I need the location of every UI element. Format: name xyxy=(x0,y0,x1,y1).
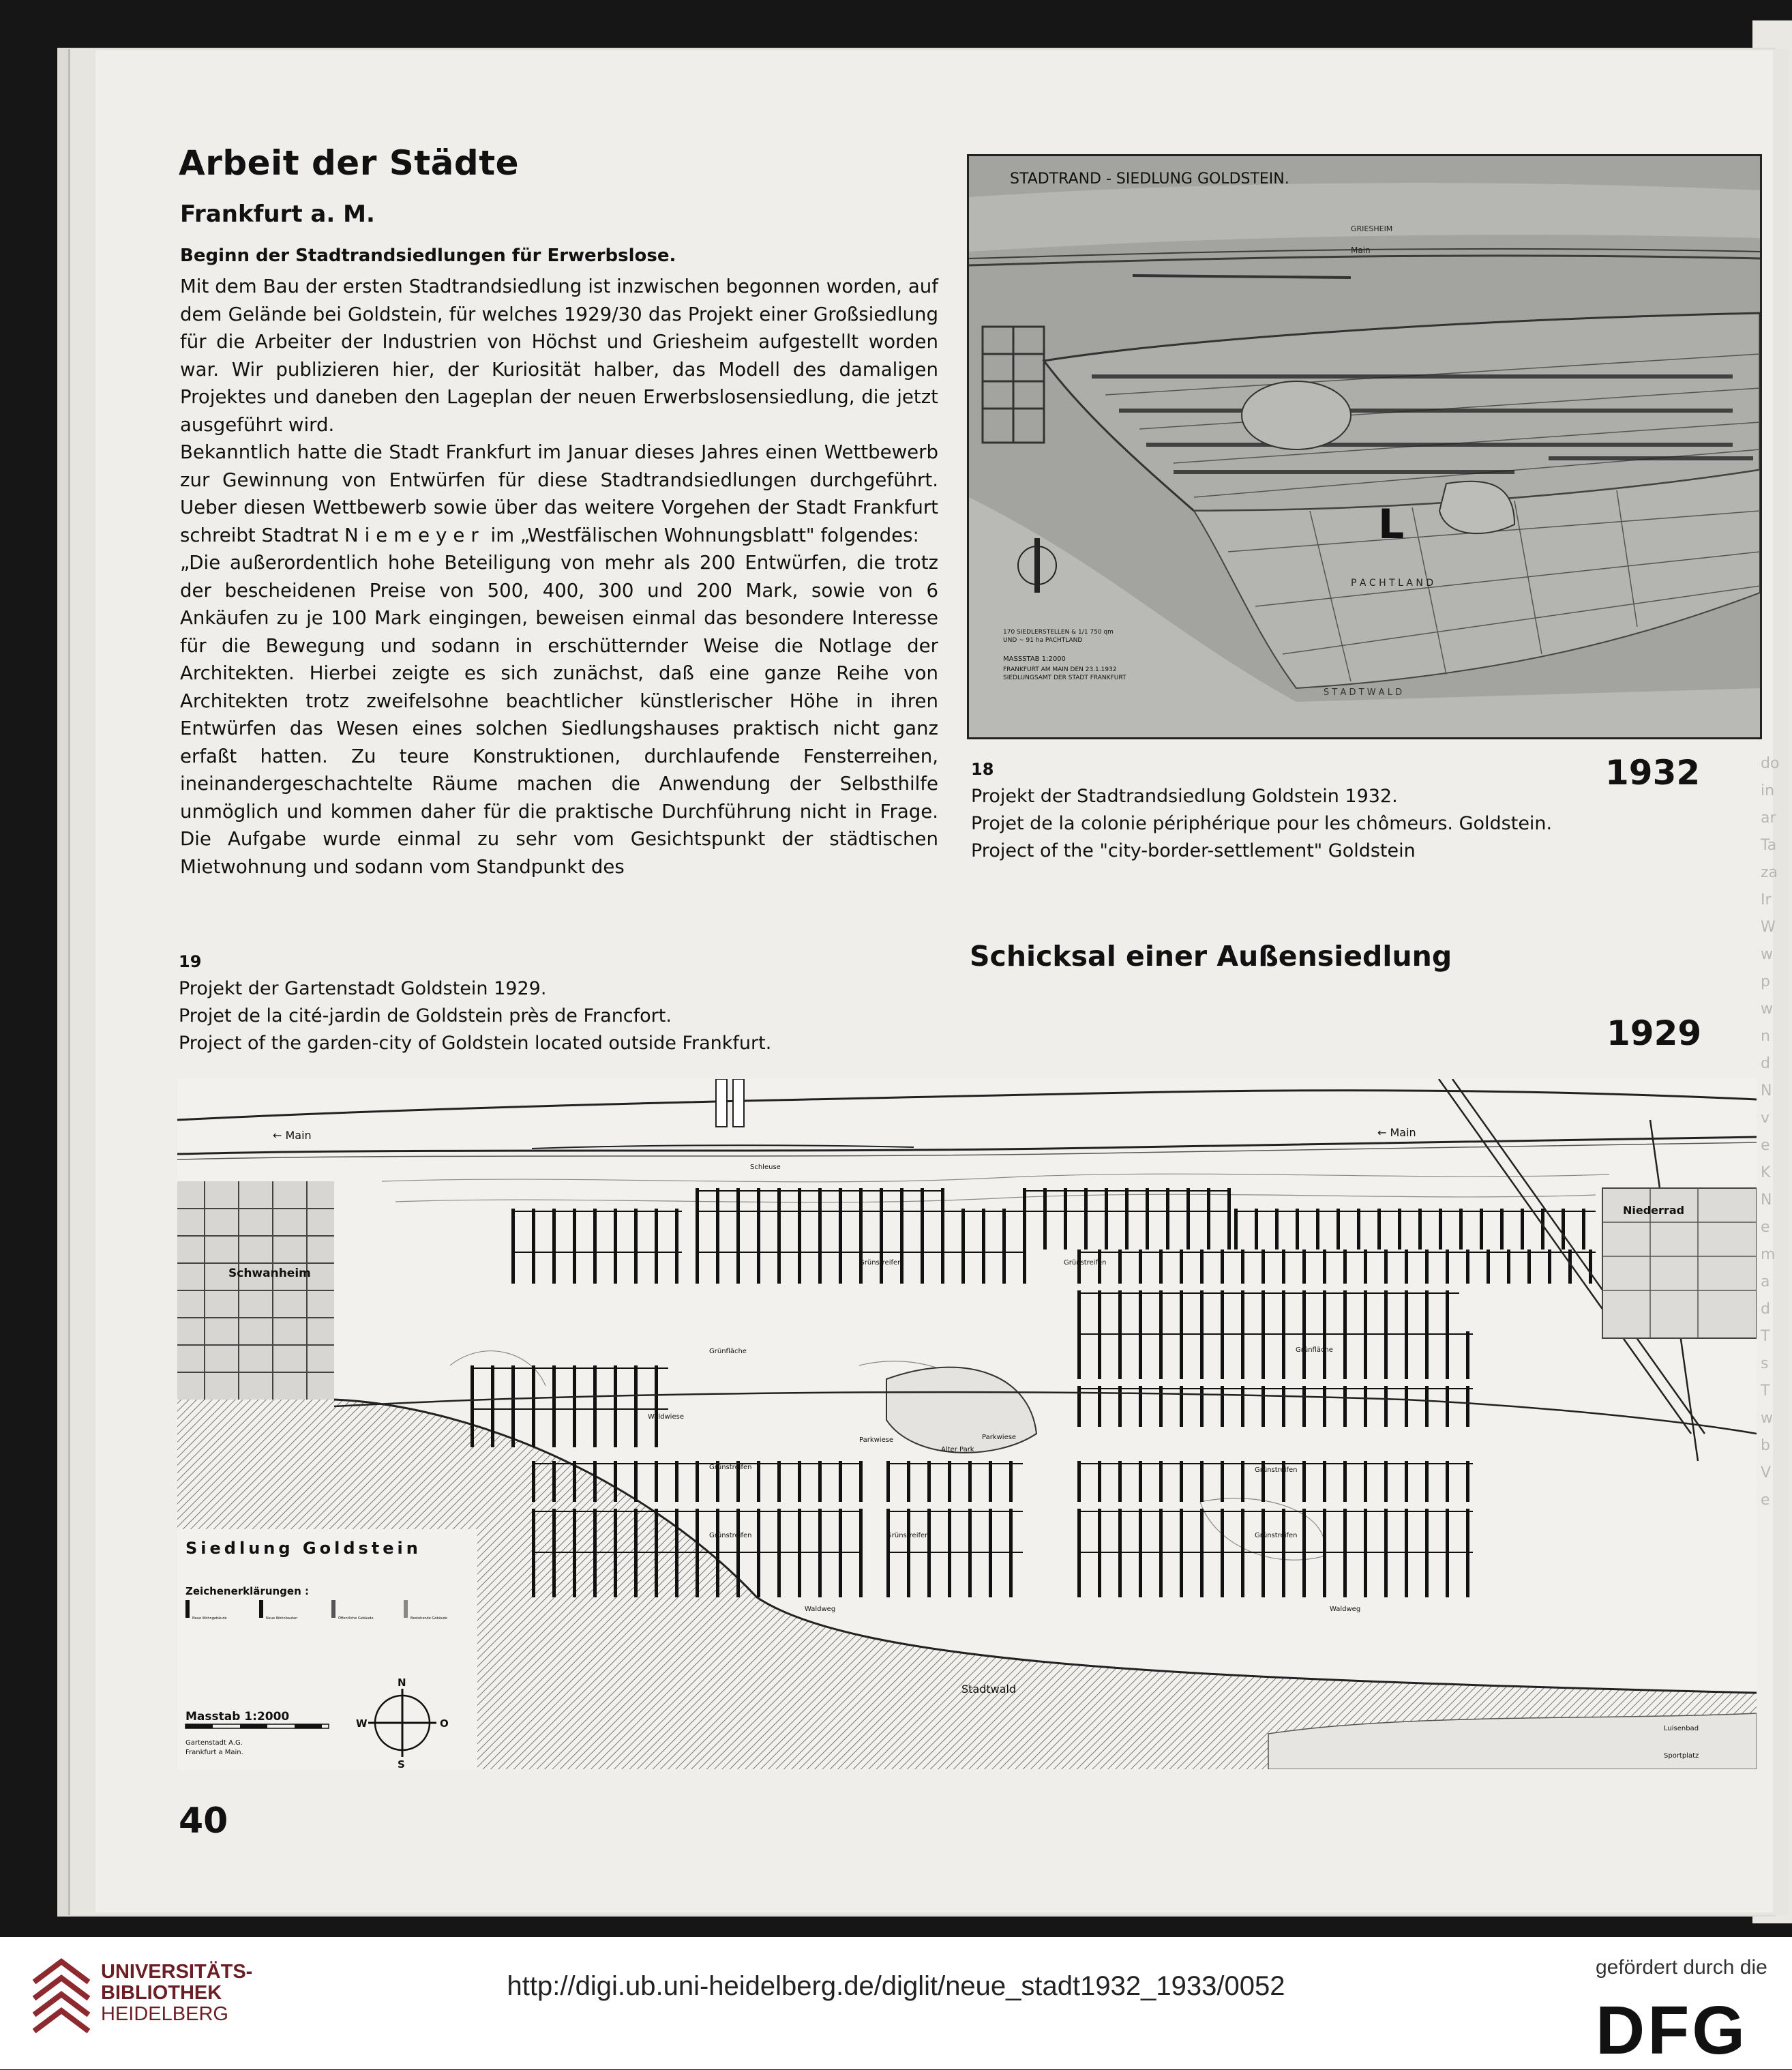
plan-1929-legend-title: Zeichenerklärungen : xyxy=(185,1585,309,1597)
plan-1932-griesheim-label: GRIESHEIM xyxy=(1351,224,1393,233)
plan-1929-gruenstreifen-label-low-mid: Grünstreifen xyxy=(886,1532,929,1539)
figure-19-number: 19 xyxy=(179,952,202,971)
figure-18-captions xyxy=(971,783,1552,865)
figure-18-number: 18 xyxy=(971,760,994,779)
plan-1929-main-label-right: ← Main xyxy=(1377,1126,1416,1139)
plan-1929-gruenstreifen-label-low-right: Grünstreifen xyxy=(1255,1532,1298,1539)
figure-19-captions xyxy=(179,975,771,1057)
plan-1929-gruenstreifen-label-mid-right: Grünstreifen xyxy=(1255,1466,1298,1474)
paragraph-2 xyxy=(180,439,938,549)
plan-1929-gruenflaeche-label-right: Grünfläche xyxy=(1296,1346,1333,1354)
figure-19-caption-en: Project of the garden-city of Goldstein located outside Frankfurt. xyxy=(179,1033,772,1054)
site-plan-1929-image xyxy=(177,1079,1757,1769)
plan-1932-legend-line-2: UND ~ 91 ha PACHTLAND xyxy=(1003,637,1083,644)
plan-1929-title: Siedlung Goldstein xyxy=(185,1539,421,1558)
plan-1932-scale: MASSSTAB 1:2000 xyxy=(1003,655,1066,663)
compass-north: N xyxy=(398,1676,406,1689)
plan-1929-gruenstreifen-label-top: Grünstreifen xyxy=(859,1259,902,1267)
article-body xyxy=(180,273,938,881)
show-through-text: do in ar Ta za Ir W w p w n d N v e K N e m a d T s T w b V e xyxy=(1761,755,1780,1509)
section-heading: Beginn der Stadtrandsiedlungen für Erwerbslose. xyxy=(180,246,676,266)
compass-south: S xyxy=(398,1758,405,1769)
plan-1929-schwanheim-label: Schwanheim xyxy=(228,1267,311,1280)
plan-1929-gruenstreifen-label-low: Grünstreifen xyxy=(709,1532,752,1539)
dfg-logo: DFG xyxy=(1596,1992,1748,2069)
plan-1932-legend-line-1: 170 SIEDLERSTELLEN & 1/1 750 qm xyxy=(1003,629,1114,636)
site-plan-1932-image xyxy=(967,154,1762,739)
plan-1929-alter-park-label: Alter Park xyxy=(941,1446,974,1453)
compass-west: W xyxy=(356,1717,368,1730)
paragraph-2-end: im „Westfälischen Wohnungsblatt" folgendes: xyxy=(484,523,919,546)
plan-1929-legend-item-3: Öffentliche Gebäude xyxy=(338,1616,374,1621)
plan-1929-credit-1: Gartenstadt A.G. xyxy=(185,1739,243,1747)
paragraph-2-start: Bekanntlich hatte die Stadt Frankfurt im Januar dieses Jahres einen Wettbewerb zur Gewinnung von Entwürfen für diese Stadtrandsiedlungen durchgeführt. Ueber diesen Wettbewerb sowie über das weitere Vorgehen der Stadt Frankfurt schreibt Stadtrat xyxy=(180,441,938,546)
plan-1929-waldwiese-label-left: Waldwiese xyxy=(648,1413,684,1421)
plan-1932-place-date: FRANKFURT AM MAIN DEN 23.1.1932 xyxy=(1003,666,1117,673)
permalink-url[interactable]: http://digi.ub.uni-heidelberg.de/diglit/neue_stadt1932_1933/0052 xyxy=(507,1971,1285,2001)
plan-1929-scale: Masstab 1:2000 xyxy=(185,1710,290,1724)
plan-1932-office: SIEDLUNGSAMT DER STADT FRANKFURT xyxy=(1003,675,1126,681)
plan-1932-pachtland-label: P A C H T L A N D xyxy=(1351,578,1434,589)
plan-1929-gruenflaeche-label-left: Grünfläche xyxy=(709,1348,747,1355)
university-name-line-3: HEIDELBERG xyxy=(101,2003,228,2025)
compass-east: O xyxy=(440,1717,449,1730)
plan-1929-niederrad-label: Niederrad xyxy=(1623,1204,1685,1217)
plan-1929-waldweg-label-left: Waldweg xyxy=(805,1606,836,1613)
plan-1929-parkwiese-label-left: Parkwiese xyxy=(859,1436,894,1444)
plan-1932-stadtwald-label: S T A D T W A L D xyxy=(1324,687,1403,698)
plan-1929-waldweg-label-right: Waldweg xyxy=(1330,1606,1361,1613)
funding-note: gefördert durch die xyxy=(1596,1956,1767,1979)
plan-1929-gruenstreifen-label-mid: Grünstreifen xyxy=(709,1464,752,1471)
figure-19-year: 1929 xyxy=(1607,1014,1702,1053)
figure-18-year: 1932 xyxy=(1605,753,1701,793)
paragraph-1: Mit dem Bau der ersten Stadtrandsiedlung ist inzwischen begonnen worden, auf dem Gelände bei Goldstein, für welches 1929/30 das Projekt einer Großsiedlung für die Arbeiter der Industrien von Höchst und Griesheim aufgestellt worden war. Wir publizieren hier, der Kuriosität halber, das Modell des damaligen Projektes und daneben den Lageplan der neuen Erwerbslosensiedlung, die jetzt ausgeführt wird. xyxy=(180,275,938,436)
site-plan-1932-drawing xyxy=(969,156,1760,737)
plan-1929-gruenstreifen-label-top-right: Grünstreifen xyxy=(1064,1259,1107,1267)
schicksal-heading: Schicksal einer Außensiedlung xyxy=(970,940,1452,973)
figure-19-caption-fr: Projet de la cité-jardin de Goldstein près de Francfort. xyxy=(179,1005,672,1026)
plan-1929-main-label-left: ← Main xyxy=(273,1129,312,1142)
page-subtitle: Frankfurt a. M. xyxy=(180,201,375,228)
plan-1929-legend-item-2: Neue Wohnbauten xyxy=(266,1616,298,1621)
university-name-line-1: UNIVERSITÄTS- xyxy=(101,1961,253,1983)
figure-19-caption-de: Projekt der Gartenstadt Goldstein 1929. xyxy=(179,978,547,999)
plan-1929-credit-2: Frankfurt a Main. xyxy=(185,1749,243,1756)
figure-18-caption-de: Projekt der Stadtrandsiedlung Goldstein 1932. xyxy=(971,786,1398,807)
plan-1932-title: STADTRAND - SIEDLUNG GOLDSTEIN. xyxy=(1010,171,1289,188)
plan-1929-luisenbad-label: Luisenbad xyxy=(1664,1725,1699,1732)
plan-1932-marker-l: L xyxy=(1378,501,1405,548)
plan-1929-schleuse-label: Schleuse xyxy=(750,1164,781,1171)
paragraph-3: „Die außerordentlich hohe Beteiligung von mehr als 200 Entwürfen, die trotz der bescheidenen Preise von 500, 400, 300 und 200 Mark, sowie von 6 Ankäufen zu je 100 Mark eingingen, beweisen einmal das besondere Interesse für die Bewegung und sodann in erschütternder Weise die Notlage der Architekten. Hierbei zeigte es sich zunächst, daß eine ganze Reihe von Architekten trotz zweifelsohne beachtlicher künstlerischer Höhe in ihren Entwürfen das Wesen eines solchen Siedlungshauses praktisch nicht ganz erfaßt hatten. Zu teure Konstruktionen, durchlaufende Fensterreihen, ineinandergeschachtelte Räume machen die Anwendung der Selbsthilfe unmöglich und kommen daher für die praktische Durchführung nicht in Frage. Die Aufgabe wurde einmal zu sehr vom Gesichtspunkt der städtischen Mietwohnung und sodann vom Standpunkt des xyxy=(180,551,938,878)
page-title: Arbeit der Städte xyxy=(179,143,520,183)
university-name-line-2: BIBLIOTHEK xyxy=(101,1982,222,2004)
plan-1929-sportplatz-label: Sportplatz xyxy=(1664,1752,1699,1760)
plan-1929-legend-item-1: Neue Wohngebäude xyxy=(192,1616,227,1621)
plan-1932-main-label: Main xyxy=(1351,246,1371,255)
site-plan-1929-drawing xyxy=(177,1079,1757,1769)
plan-1929-parkwiese-label-right: Parkwiese xyxy=(982,1434,1017,1441)
plan-1929-stadtwald-label: Stadtwald xyxy=(961,1683,1017,1696)
figure-18-caption-fr: Projet de la colonie périphérique pour les chômeurs. Goldstein. xyxy=(971,813,1553,834)
page-number: 40 xyxy=(179,1801,228,1842)
viewer-footer xyxy=(0,1937,1792,2069)
plan-1929-legend-item-4: Bestehende Gebäude xyxy=(410,1616,448,1621)
figure-18-caption-en: Project of the "city-border-settlement" Goldstein xyxy=(971,840,1416,861)
person-name: Niemeyer xyxy=(344,523,485,546)
